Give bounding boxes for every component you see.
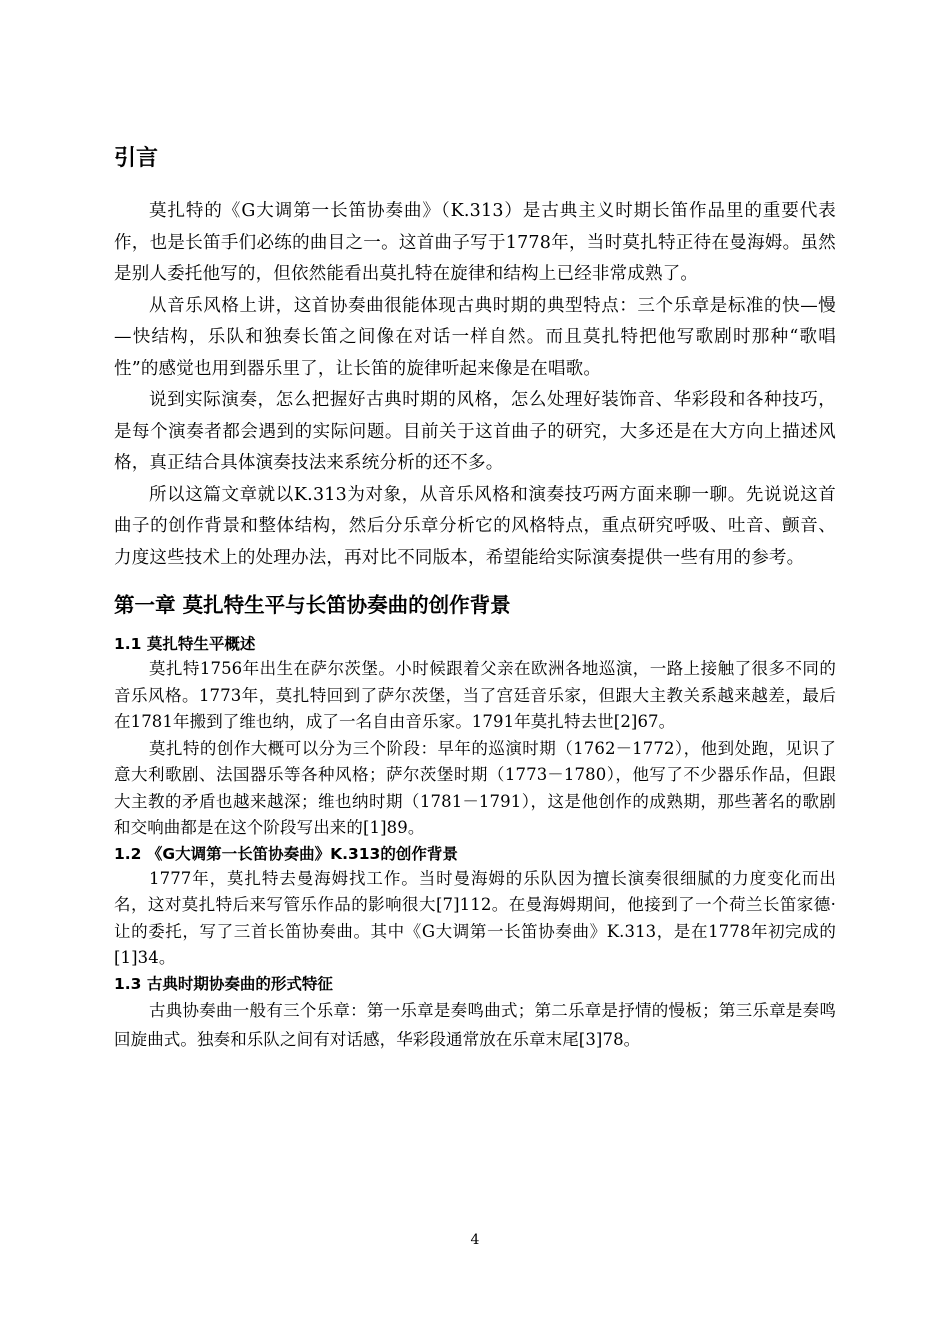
section-1-3-paragraph-1: 古典协奏曲一般有三个乐章：第一乐章是奏鸣曲式；第二乐章是抒情的慢板；第三乐章是奏鸣回旋曲式。独奏和乐队之间有对话感，华彩段通常放在乐章末尾[3]78。 bbox=[114, 1000, 836, 1049]
intro-paragraph-4: 所以这篇文章就以K.313为对象，从音乐风格和演奏技巧两方面来聊一聊。先说说这首曲子的创作背景和整体结构，然后分乐章分析它的风格特点，重点研究呼吸、吐音、颤音、力度这些技术上的处理办法，再对比不同版本，希望能给实际演奏提供一些有用的参考。 bbox=[114, 484, 836, 568]
page-content bbox=[114, 142, 836, 1054]
intro-paragraph-1: 莫扎特的《G大调第一长笛协奏曲》（K.313）是古典主义时期长笛作品里的重要代表作，也是长笛手们必练的曲目之一。这首曲子写于1778年，当时莫扎特正待在曼海姆。虽然是别人委托他写的，但依然能看出莫扎特在旋律和结构上已经非常成熟了。 bbox=[114, 201, 836, 284]
intro-heading: 引言 bbox=[114, 146, 159, 171]
intro-paragraph-2: 从音乐风格上讲，这首协奏曲很能体现古典时期的典型特点：三个乐章是标准的快—慢—快结构，乐队和独奏长笛之间像在对话一样自然。而且莫扎特把他写歌剧时那种“歌唱性”的感觉也用到器乐里了，让长笛的旋律听起来像是在唱歌。 bbox=[114, 295, 836, 379]
chapter-1-heading: 第一章 莫扎特生平与长笛协奏曲的创作背景 bbox=[114, 593, 511, 617]
section-1-1-paragraph-1: 莫扎特1756年出生在萨尔茨堡。小时候跟着父亲在欧洲各地巡演，一路上接触了很多不同的音乐风格。1773年，莫扎特回到了萨尔茨堡，当了宫廷音乐家，但跟大主教关系越来越差，最后在1781年搬到了维也纳，成了一名自由音乐家。1791年莫扎特去世[2]67。 bbox=[114, 659, 836, 731]
section-1-3-heading: 1.3 古典时期协奏曲的形式特征 bbox=[114, 974, 333, 993]
section-1-1-paragraph-2: 莫扎特的创作大概可以分为三个阶段：早年的巡演时期（1762－1772），他到处跑，见识了意大利歌剧、法国器乐等各种风格；萨尔茨堡时期（1773－1780），他写了不少器乐作品，但跟大主教的矛盾也越来越深；维也纳时期（1781－1791），这是他创作的成熟期，那些著名的歌剧和交响曲都是在这个阶段写出来的[1]89。 bbox=[114, 738, 836, 837]
section-1-1-heading: 1.1 莫扎特生平概述 bbox=[114, 635, 256, 653]
section-1-2-heading: 1.2 《G大调第一长笛协奏曲》K.313的创作背景 bbox=[114, 844, 458, 863]
intro-paragraph-3: 说到实际演奏，怎么把握好古典时期的风格，怎么处理好装饰音、华彩段和各种技巧，是每个演奏者都会遇到的实际问题。目前关于这首曲子的研究，大多还是在大方向上描述风格，真正结合具体演奏技法来系统分析的还不多。 bbox=[114, 390, 836, 473]
page-number: 4 bbox=[470, 1232, 480, 1248]
section-1-2-paragraph-1: 1777年，莫扎特去曼海姆找工作。当时曼海姆的乐队因为擅长演奏很细腻的力度变化而出名，这对莫扎特后来写管乐作品的影响很大[7]112。在曼海姆期间，他接到了一个荷兰长笛家德·让的委托，写了三首长笛协奏曲。其中《G大调第一长笛协奏曲》K.313，是在1778年初完成的[1]34。 bbox=[114, 868, 836, 967]
